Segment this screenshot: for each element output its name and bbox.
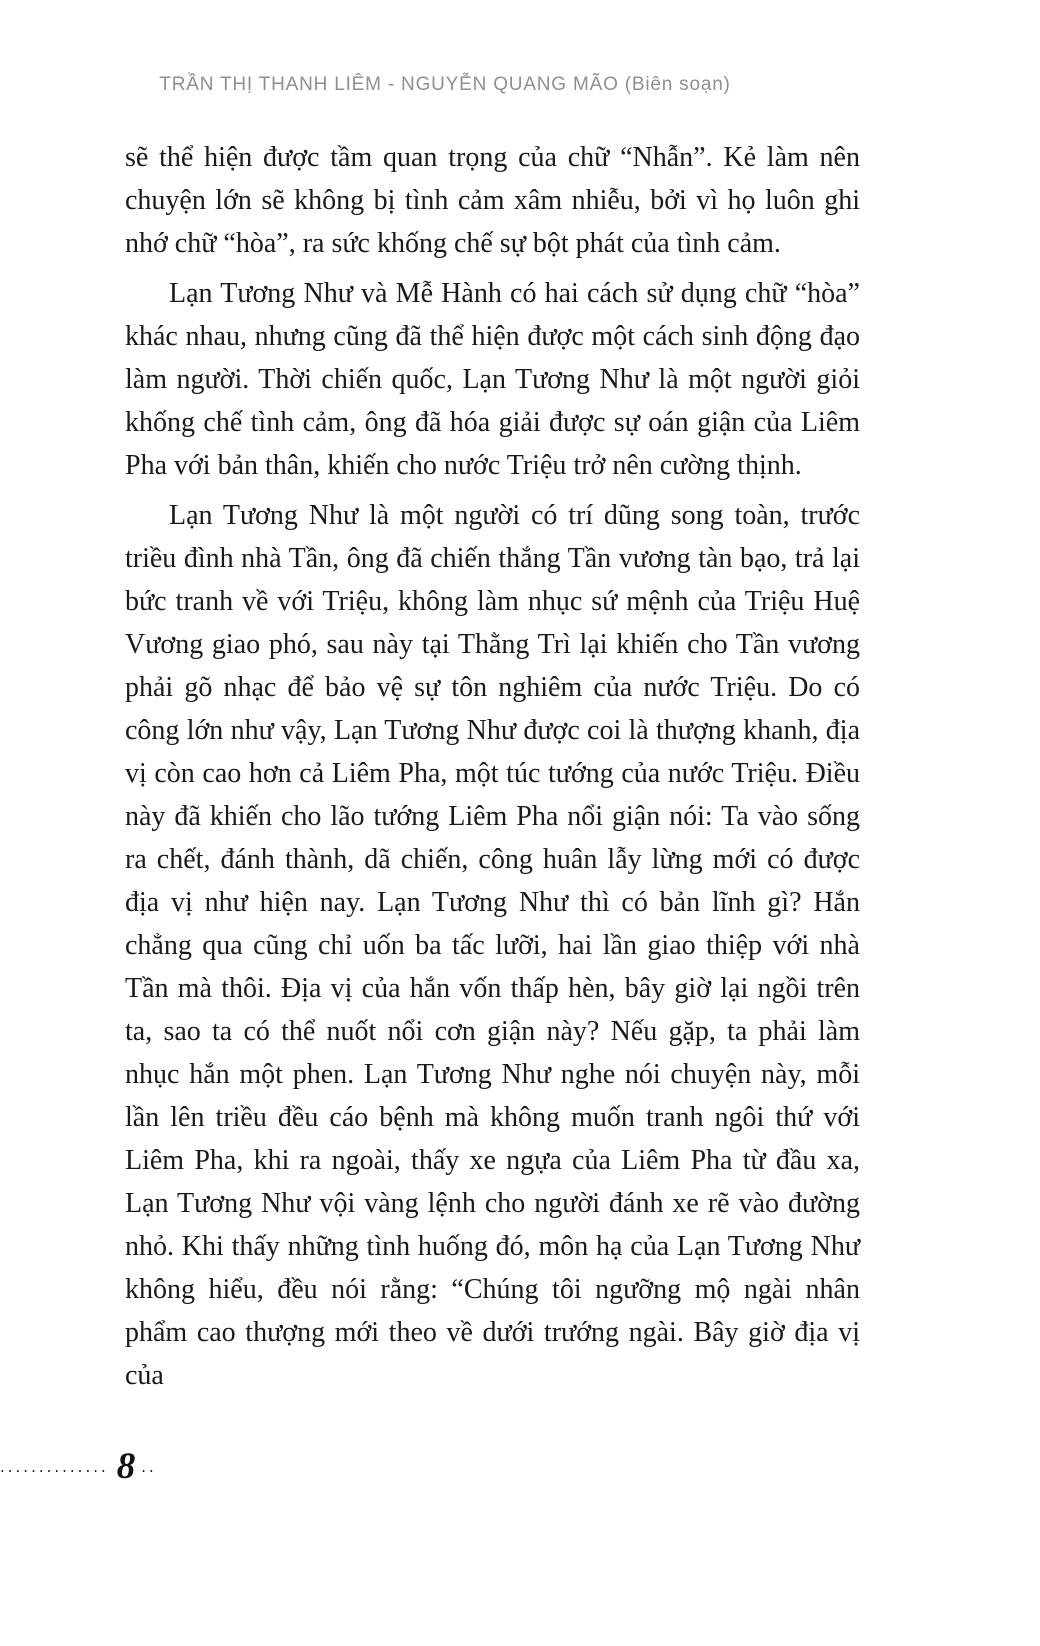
leader-dots-right: .. — [141, 1458, 157, 1476]
running-head: TRẦN THỊ THANH LIÊM - NGUYỄN QUANG MÃO (Biên soạn) — [159, 74, 731, 95]
page-body — [125, 136, 860, 1404]
paragraph-1: sẽ thể hiện được tầm quan trọng của chữ “Nhẫn”. Kẻ làm nên chuyện lớn sẽ không bị tình cảm xâm nhiễu, bởi vì họ luôn ghi nhớ chữ “hòa”, ra sức khống chế sự bột phát của tình cảm. — [125, 142, 860, 259]
page-number: 8 — [116, 1446, 136, 1487]
leader-dots-left: .............. — [0, 1458, 109, 1476]
page-footer — [0, 1448, 400, 1486]
paragraph-2: Lạn Tương Như và Mễ Hành có hai cách sử dụng chữ “hòa” khác nhau, nhưng cũng đã thể hiện được một cách sinh động đạo làm người. Thời chiến quốc, Lạn Tương Như là một người giỏi khống chế tình cảm, ông đã hóa giải được sự oán giận của Liêm Pha với bản thân, khiến cho nước Triệu trở nên cường thịnh. — [125, 278, 860, 481]
paragraph-3: Lạn Tương Như là một người có trí dũng song toàn, trước triều đình nhà Tần, ông đã chiến thắng Tần vương tàn bạo, trả lại bức tranh về với Triệu, không làm nhục sứ mệnh của Triệu Huệ Vương giao phó, sau này tại Thằng Trì lại khiến cho Tần vương phải gõ nhạc để bảo vệ sự tôn nghiêm của nước Triệu. Do có công lớn như vậy, Lạn Tương Như được coi là thượng khanh, địa vị còn cao hơn cả Liêm Pha, một túc tướng của nước Triệu. Điều này đã khiến cho lão tướng Liêm Pha nổi giận nói: Ta vào sống ra chết, đánh thành, dã chiến, công huân lẫy lừng mới có được địa vị như hiện nay. Lạn Tương Như thì có bản lĩnh gì? Hắn chẳng qua cũng chỉ uốn ba tấc lưỡi, hai lần giao thiệp với nhà Tần mà thôi. Địa vị của hắn vốn thấp hèn, bây giờ lại ngồi trên ta, sao ta có thể nuốt nổi cơn giận này? Nếu gặp, ta phải làm nhục hắn một phen. Lạn Tương Như nghe nói chuyện này, mỗi lần lên triều đều cáo bệnh mà không muốn tranh ngôi thứ với Liêm Pha, khi ra ngoài, thấy xe ngựa của Liêm Pha từ đầu xa, Lạn Tương Như vội vàng lệnh cho người đánh xe rẽ vào đường nhỏ. Khi thấy những tình huống đó, môn hạ của Lạn Tương Như không hiểu, đều nói rằng: “Chúng tôi ngưỡng mộ ngài nhân phẩm cao thượng mới theo về dưới trướng ngài. Bây giờ địa vị của — [125, 500, 860, 1391]
